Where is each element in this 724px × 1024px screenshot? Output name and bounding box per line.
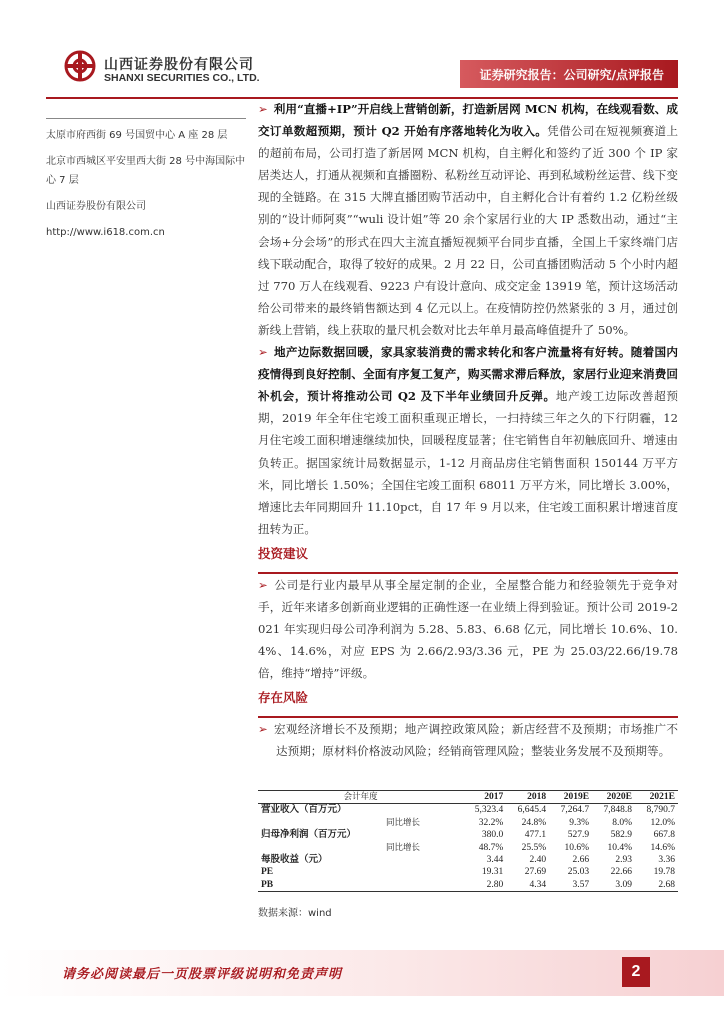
table-header-cell: 2019E	[549, 791, 592, 804]
section-title-investment: 投资建议	[258, 545, 309, 561]
company-name-en: SHANXI SECURITIES CO., LTD.	[104, 72, 260, 84]
bullet-arrow-icon: ➢	[258, 577, 268, 592]
table-header-row	[258, 791, 678, 804]
company-logo-icon	[64, 50, 96, 82]
table-header-cell: 2020E	[592, 791, 635, 804]
bullet-arrow-icon: ➢	[258, 102, 268, 116]
address-beijing: 北京市西城区平安里西大街 28 号中海国际中心 7 层	[46, 156, 246, 186]
sidebar-company: 山西证券股份有限公司	[46, 201, 146, 212]
table-header-cell: 2017	[463, 791, 506, 804]
paragraph-investment: ➢ 公司是行业内最早从事全屋定制的企业，全屋整合能力和经验领先于竞争对手，近年来诸多创新商业逻辑的正确性逐一在业绩上得到验证。预计公司 2019-2021 年实现归母公司净利润为 5.28、5.83、6.68 亿元，同比增长 10.6%、10.4%、14.6%，对应 EPS 为 2.66/2.93/3.36 元，PE 为 25.03/22.66/19.78 倍，维持“增持”评级。	[258, 577, 678, 681]
table-row: 归母净利润（百万元） 380.0 477.1 527.9 582.9 667.8	[261, 830, 675, 841]
website-link[interactable]: http://www.i618.com.cn	[46, 227, 165, 238]
bullet-arrow-icon: ➢	[258, 722, 268, 737]
paragraph-risk: ➢ 宏观经济增长不及预期；地产调控政策风险；新店经营不及预期；市场推广不达预期；原材料价格波动风险；经销商管理风险；整装业务发展不及预期等。	[258, 722, 678, 759]
table-header-cell: 2021E	[635, 791, 678, 804]
address-taiyuan: 太原市府西街 69 号国贸中心 A 座 28 层	[46, 130, 228, 141]
main-content	[258, 98, 678, 763]
report-type-band	[460, 60, 678, 88]
financial-forecast-table	[258, 790, 678, 892]
table-row: 同比增长 32.2% 24.8% 9.3% 8.0% 12.0%	[386, 817, 675, 828]
paragraph-livestream: ➢ 利用“直播+IP”开启线上营销创新，打造新居网 MCN 机构，在线观看数、成交订单数超预期，预计 Q2 开始有序落地转化为收入。凭借公司在短视频赛道上的超前布局，公司打造了新居网 MCN 机构，自主孵化和签约了近 300 个 IP 家居类达人，打通从视频和直播圈粉、私粉丝互动评论、再到私域粉丝运营、线下变现的全链路。在 315 大牌直播团购节活动中，自主孵化合计有着约 1.2 亿粉丝级别的“设计师阿爽”“wuli 设计姐”等 20 余个家居行业的大 IP 悉数出动，通过“主会场+分会场”的形式在四大主流直播短视频平台同步直播，全国上千家终端门店线下联动配合，取得了较好的成果。2 月 22 日，公司直播团购活动 5 个小时内超过 770 万人在线观看、9223 户有设计意向、成交定金 13919 笔，预计这场活动给公司带来的最终销售额达到 4 亿元以上。在疫情防控仍然紧张的 3 月，通过创新线上营销，线上获取的量尺机会数对比去年单月最高峰值提升了 50%。	[258, 102, 678, 337]
table-row: 营业收入（百万元） 5,323.4 6,645.4 7,264.7 7,848.8 8,790.7	[261, 805, 675, 816]
page-number: 2	[622, 957, 650, 987]
footer-disclaimer: 请务必阅读最后一页股票评级说明和免责声明	[62, 967, 343, 982]
bullet-arrow-icon: ➢	[258, 345, 268, 360]
sidebar-divider	[46, 118, 246, 119]
table-row: 同比增长 48.7% 25.5% 10.6% 10.4% 14.6%	[386, 842, 675, 853]
table-header-cell: 2018	[506, 791, 549, 804]
report-type: 证券研究报告：公司研究/点评报告	[479, 68, 664, 82]
sidebar-contact	[46, 118, 246, 249]
paragraph-real-estate: ➢ 地产边际数据回暖，家具家装消费的需求转化和客户流量将有好转。随着国内疫情得到良好控制、全面有序复工复产，购买需求滞后释放，家居行业迎来消费回补机会，预计将推动公司 Q2 及下半年业绩回升反弹。地产竣工边际改善超预期，2019 年全年住宅竣工面积重现正增长，一扫持续三年之久的下行阴霾，12 月住宅竣工面积增速继续加快，回暖程度显著；住宅销售自年初触底回升、增速由负转正。据国家统计局数据显示，1-12 月商品房住宅销售面积 150144 万平方米，同比增长 1.50%；全国住宅竣工面积 68011 万平方米，同比增长 3.00%，增速比去年同期回升 11.10pct，自 17 年 9 月以来，住宅竣工面积累计增速首度扭转为正。	[258, 345, 678, 536]
table-header-cell: 会计年度	[258, 791, 463, 804]
section-title-risk: 存在风险	[258, 690, 309, 706]
table-row: PB 2.80 4.34 3.57 3.09 2.68	[258, 879, 678, 892]
data-source-note: 数据来源：wind	[258, 908, 332, 919]
table-row: 每股收益（元） 3.44 2.40 2.66 2.93 3.36	[261, 855, 675, 866]
table-row: PE 19.31 27.69 25.03 22.66 19.78	[261, 867, 675, 878]
company-name-cn: 山西证券股份有限公司	[104, 57, 254, 73]
